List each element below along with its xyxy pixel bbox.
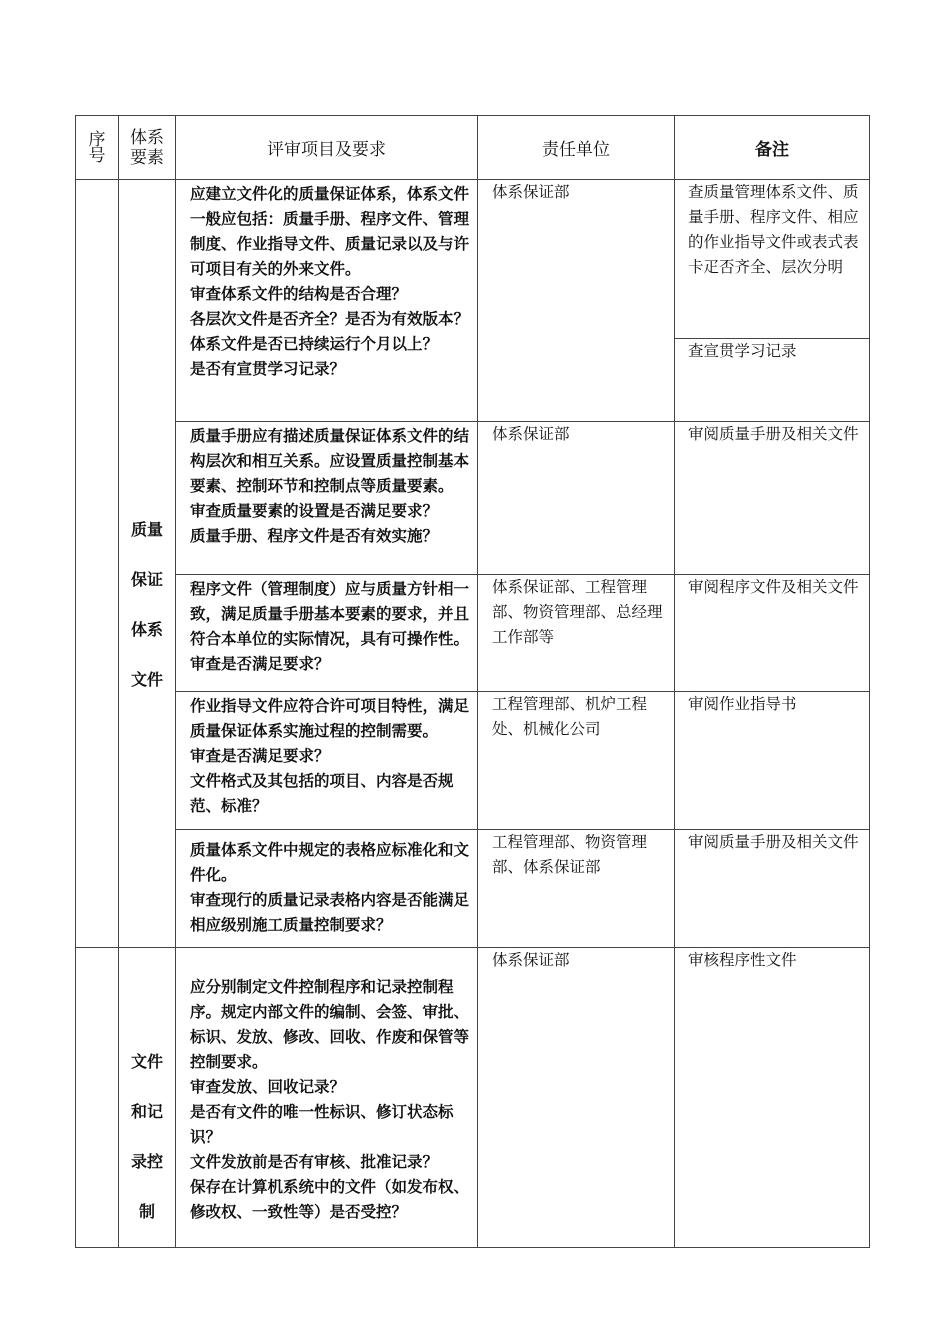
header-seq [76, 116, 118, 179]
requirement-cell: 程序文件（管理制度）应与质量方针相一致，满足质量手册基本要素的要求，并且符合本单位的实际情况，具有可操作性。审查是否满足要求？ [190, 580, 470, 673]
requirement-cell: 质量体系文件中规定的表格应标准化和文件化。 审查现行的质量记录表格内容是否能满足相应级别施工质量控制要求？ [190, 841, 470, 934]
header-element [119, 116, 175, 179]
table-border-right [869, 115, 870, 1248]
header-seq-label: 序号 [88, 129, 106, 166]
section2-element [119, 987, 175, 1221]
header-unit-label: 责任单位 [542, 140, 610, 160]
header-element-label: 体系 要素 [130, 127, 164, 168]
remark-cell: 审阅质量手册及相关文件 [688, 833, 859, 851]
section1-element [119, 455, 175, 689]
remark-cell: 审阅作业指导书 [688, 695, 797, 713]
remark-cell: 审阅程序文件及相关文件 [688, 578, 859, 596]
remark-cell: 审核程序性文件 [688, 951, 797, 969]
header-remark [675, 116, 869, 179]
unit-cell: 工程管理部、物资管理部、体系保证部 [492, 833, 648, 876]
remark-cell: 查宣贯学习记录 [688, 342, 797, 360]
unit-cell: 体系保证部、工程管理部、物资管理部、总经理工作部等 [492, 578, 663, 646]
requirement-cell: 质量手册应有描述质量保证体系文件的结构层次和相互关系。应设置质量控制基本要素、控制环节和控制点等质量要素。 审查质量要素的设置是否满足要求？ 质量手册、程序文件是否有效实施？ [190, 427, 470, 545]
remark-cell: 查质量管理体系文件、质量手册、程序文件、相应的作业指导文件或表式表卡疋否齐全、层次分明 [688, 183, 859, 276]
unit-cell: 体系保证部 [492, 425, 570, 443]
requirement-cell: 应分别制定文件控制程序和记录控制程序。规定内部文件的编制、会签、审批、标识、发放、修改、回收、作废和保管等控制要求。 审查发放、回收记录？ 是否有文件的唯一性标识、修订状态标识？ 文件发放前是否有审核、批准记录？ 保存在计算机系统中的文件（如发布权、修改权、一致性等）是否受控？ [190, 978, 470, 1221]
unit-cell: 体系保证部 [492, 183, 570, 201]
header-remark-label: 备注 [755, 140, 789, 160]
header-unit [478, 116, 674, 179]
requirement-cell: 作业指导文件应符合许可项目特性，满足质量保证体系实施过程的控制需要。 审查是否满足要求？ 文件格式及其包括的项目、内容是否规范、标准？ [190, 697, 470, 815]
section2-element-label: 文件 和记 录控 制 [130, 1052, 163, 1221]
requirement-cell: 应建立文件化的质量保证体系，体系文件一般应包括：质量手册、程序文件、管理制度、作业指导文件、质量记录以及与许可项目有关的外来文件。 审查体系文件的结构是否合理？ 各层次文件是否齐全？是否为有效版本？ 体系文件是否已持续运行个月以上？ 是否有宣贯学习记录？ [190, 185, 470, 378]
remark-cell: 审阅质量手册及相关文件 [688, 425, 859, 443]
unit-cell: 体系保证部 [492, 951, 570, 969]
header-requirement-label: 评审项目及要求 [267, 140, 386, 160]
section1-element-label: 质量 保证 体系 文件 [130, 520, 163, 689]
table-border-left [75, 115, 76, 1248]
table-border-bottom [75, 1247, 870, 1248]
header-requirement [176, 116, 477, 179]
unit-cell: 工程管理部、机炉工程处、机械化公司 [492, 695, 648, 738]
